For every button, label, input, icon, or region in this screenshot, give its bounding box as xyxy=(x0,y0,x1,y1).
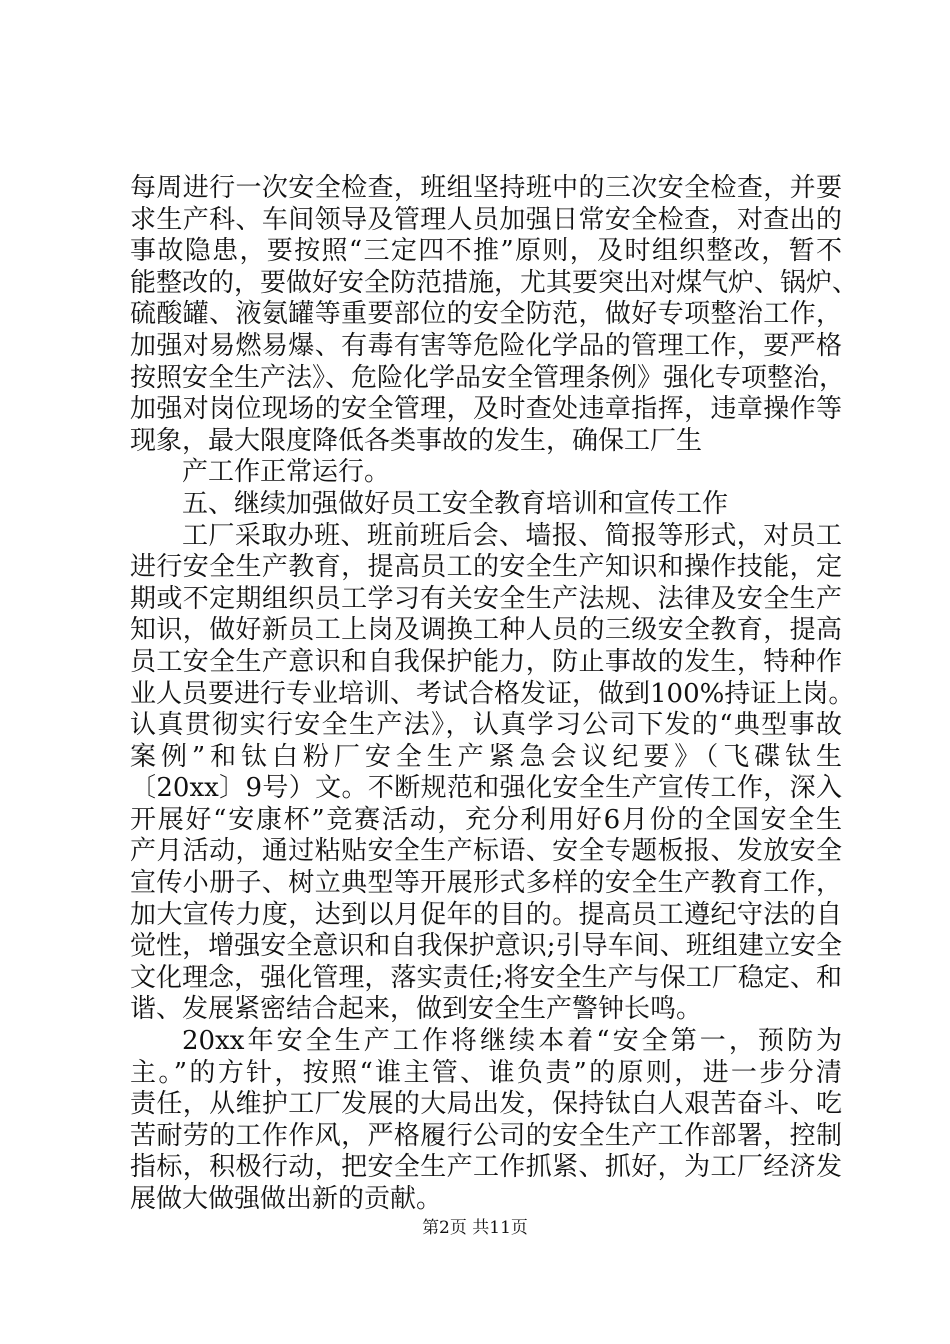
text-line: 〔20xx〕9号）文。不断规范和强化安全生产宣传工作，深入 xyxy=(130,773,842,804)
text-line: 产工作正常运行。 xyxy=(182,457,391,488)
text-line: 案例”和钛白粉厂安全生产紧急会议纪要》（飞碟钛生 xyxy=(130,741,842,772)
text-line: 期或不定期组织员工学习有关安全生产法规、法律及安全生产 xyxy=(130,583,842,614)
page-number-footer: 第2页 共11页 xyxy=(422,1218,528,1238)
text-line: 认真贯彻实行安全生产法》，认真学习公司下发的“典型事故 xyxy=(130,710,842,741)
text-line: 进行安全生产教育，提高员工的安全生产知识和操作技能，定 xyxy=(130,552,842,583)
text-line: 按照安全生产法》、危险化学品安全管理条例》强化专项整治， xyxy=(130,362,846,393)
text-line: 宣传小册子、树立典型等开展形式多样的安全生产教育工作， xyxy=(130,868,842,899)
text-line: 硫酸罐、液氨罐等重要部位的安全防范，做好专项整治工作， xyxy=(130,299,842,330)
text-line: 开展好“安康杯”竞赛活动，充分利用好6月份的全国安全生 xyxy=(130,804,842,835)
text-line: 求生产科、车间领导及管理人员加强日常安全检查，对查出的 xyxy=(130,204,842,235)
text-line: 知识，做好新员工上岗及调换工种人员的三级安全教育，提高 xyxy=(130,615,842,646)
text-line: 指标，积极行动，把安全生产工作抓紧、抓好，为工厂经济发 xyxy=(130,1152,842,1183)
text-line: 苦耐劳的工作作风，严格履行公司的安全生产工作部署，控制 xyxy=(130,1120,842,1151)
text-line: 产月活动，通过粘贴安全生产标语、安全专题板报、发放安全 xyxy=(130,836,842,867)
text-line: 现象，最大限度降低各类事故的发生，确保工厂生 xyxy=(130,425,703,456)
text-line: 业人员要进行专业培训、考试合格发证，做到100%持证上岗。 xyxy=(130,678,855,709)
text-line: 谐、发展紧密结合起来，做到安全生产警钟长鸣。 xyxy=(130,994,703,1025)
text-line: 加强对岗位现场的安全管理，及时查处违章指挥，违章操作等 xyxy=(130,394,842,425)
text-line: 加强对易燃易爆、有毒有害等危险化学品的管理工作，要严格 xyxy=(130,330,842,361)
body-text xyxy=(130,173,859,1216)
text-line: 展做大做强做出新的贡献。 xyxy=(130,1184,443,1214)
text-line: 主。”的方针，按照“谁主管、谁负责”的原则，进一步分清 xyxy=(130,1057,842,1088)
text-line: 觉性，增强安全意识和自我保护意识;引导车间、班组建立安全 xyxy=(130,931,842,962)
text-line: 每周进行一次安全检查，班组坚持班中的三次安全检查，并要 xyxy=(130,173,842,203)
text-line: 事故隐患，要按照“三定四不推”原则，及时组织整改，暂不 xyxy=(130,236,842,267)
text-line: 文化理念，强化管理，落实责任;将安全生产与保工厂稳定、和 xyxy=(130,962,842,993)
text-line: 员工安全生产意识和自我保护能力，防止事故的发生，特种作 xyxy=(130,646,842,677)
text-line: 责任，从维护工厂发展的大局出发，保持钛白人艰苦奋斗、吃 xyxy=(130,1089,842,1120)
section-heading: 五、继续加强做好员工安全教育培训和宣传工作 xyxy=(182,488,729,519)
text-line: 加大宣传力度，达到以月促年的目的。提高员工遵纪守法的自 xyxy=(130,899,842,930)
text-line: 20xx年安全生产工作将继续本着“安全第一，预防为 xyxy=(182,1026,842,1057)
text-line: 能整改的，要做好安全防范措施，尤其要突出对煤气炉、锅炉、 xyxy=(130,267,859,298)
text-line: 工厂采取办班、班前班后会、墙报、简报等形式，对员工 xyxy=(182,520,842,551)
